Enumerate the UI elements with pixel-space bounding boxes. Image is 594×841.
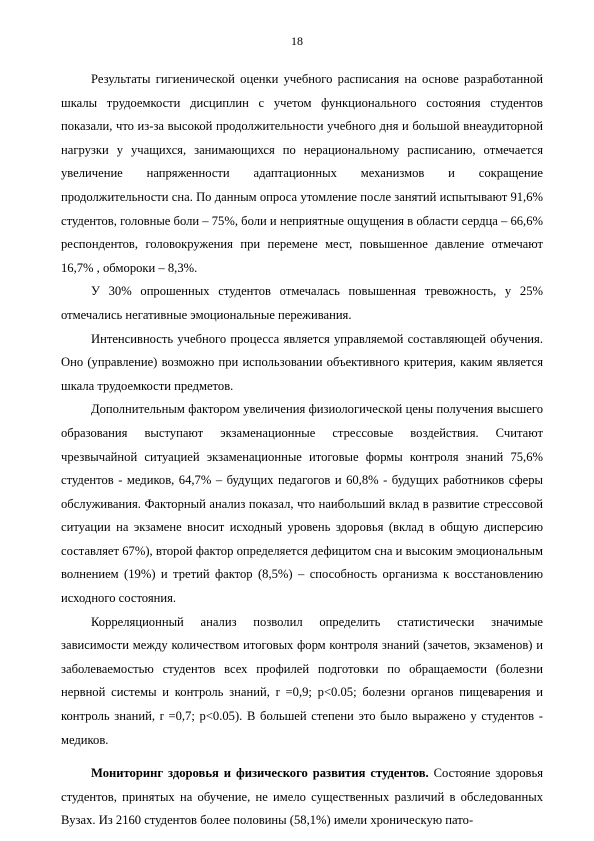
- paragraph-anxiety: У 30% опрошенных студентов отмечалась повышенная тревожность, у 25% отмечались негативные эмоциональные переживания.: [61, 284, 543, 322]
- section-heading: Мониторинг здоровья и физического развития студентов.: [91, 766, 429, 781]
- paragraph-exam-stress: Дополнительным фактором увеличения физиологической цены получения высшего образования выступают экзаменационные стрессовые воздействия. Считают чрезвычайной ситуацией экзаменационные итоговые формы контроля знаний 75,6% студентов - медиков, 64,7% – будущих педагогов и 60,8% - будущих работников сферы обслуживания. Факторный анализ показал, что наибольший вклад в развитие стрессовой ситуации на экзамене вносит исходный уровень здоровья (вклад в общую дисперсию составляет 67%), второй фактор определяется дефицитом сна и высоким эмоциональным волнением (19%) и третий фактор (8,5%) – способность организма к восстановлению исходного состояния.: [61, 402, 543, 606]
- section-text: Состояние здоровья студентов, принятых на обучение, не имело существенных различий в обследованных Вузах. Из 2160 студентов более половины (58,1%) имели хроническую пато-: [61, 766, 543, 828]
- paragraph-intensity: Интенсивность учебного процесса является управляемой составляющей обучения. Оно (управление) возможно при использовании объективного критерия, каким является шкала трудоемкости предметов.: [61, 331, 543, 393]
- paragraph-health-monitoring: [61, 762, 543, 833]
- page-number: 18: [291, 34, 303, 48]
- body-text: [61, 68, 543, 833]
- paragraph-hygiene-assessment: Результаты гигиенической оценки учебного расписания на основе разработанной шкалы трудоемкости дисциплин с учетом функционального состояния студентов показали, что из-за высокой продолжительности учебного дня и большой внеаудиторной нагрузки у учащихся, занимающихся по нерациональному расписанию, отмечается увеличение напряженности адаптационных механизмов и сокращение продолжительности сна. По данным опроса утомление после занятий испытывают 91,6% студентов, головные боли – 75%, боли и неприятные ощущения в области сердца – 66,6% респондентов, головокружения при перемене мест, повышенное давление отмечают 16,7% , обмороки – 8,3%.: [61, 72, 543, 275]
- paragraph-correlation: Корреляционный анализ позволил определить статистически значимые зависимости между количеством итоговых форм контроля знаний (зачетов, экзаменов) и заболеваемостью студентов всех профилей подготовки по обращаемости (болезни нервной системы и контроль знаний, r =0,9; p<0.05; болезни органов пищеварения и контроль знаний, r =0,7; p<0.05). В большей степени это было выражено у студентов - медиков.: [61, 614, 543, 747]
